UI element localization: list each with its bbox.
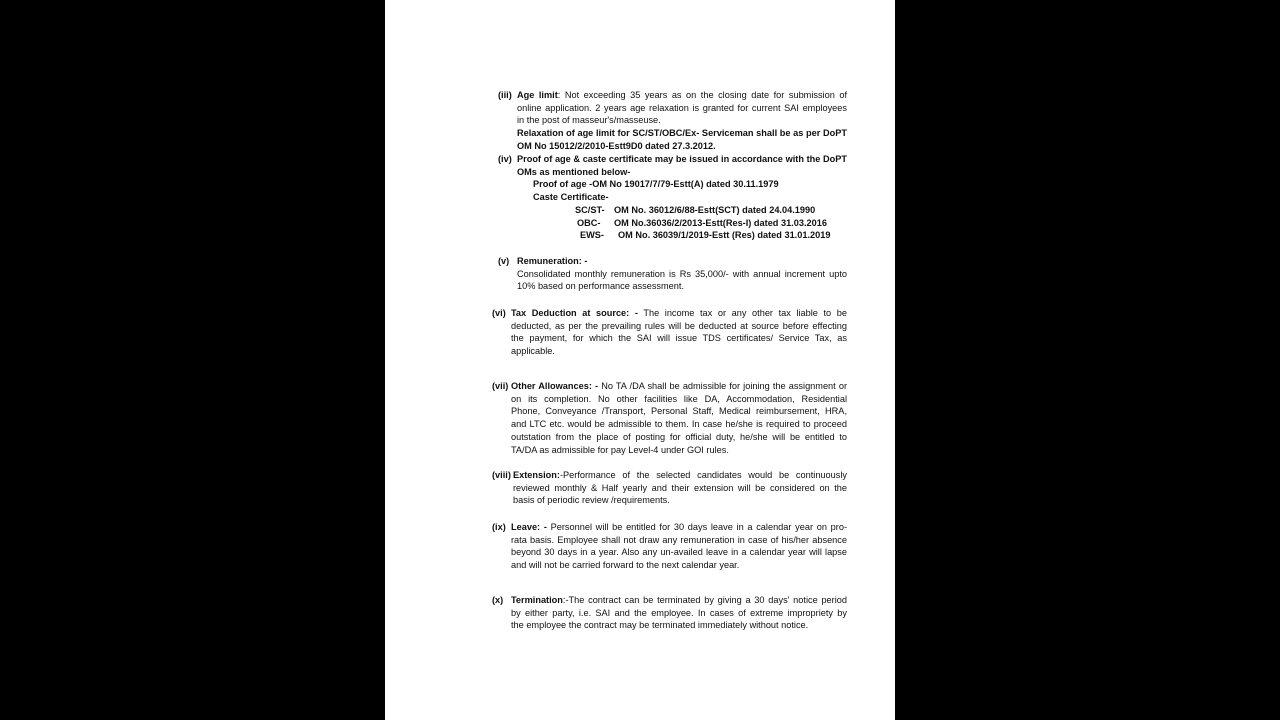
clause-label: (v) [498, 256, 510, 266]
clause-label: (ix) [492, 522, 506, 532]
caste-category: EWS- [580, 230, 604, 241]
clause-heading: Leave: - [511, 522, 547, 532]
clause-label: (iv) [498, 154, 512, 164]
clause-label: (vii) [492, 381, 509, 391]
caste-category: OBC- [577, 217, 601, 228]
clause-heading: Remuneration: - [517, 256, 588, 266]
caste-reference: OM No.36036/2/2013-Estt(Res-I) dated 31.03.2016 [614, 217, 827, 228]
clause-label: (viii) [492, 470, 511, 480]
clause-heading: Age limit [517, 90, 558, 100]
clause-heading: Other Allowances: - [511, 381, 599, 391]
caste-reference: OM No. 36012/6/88-Estt(SCT) dated 24.04.1990 [614, 204, 816, 215]
document-page [385, 0, 895, 720]
caste-certificate-heading: Caste Certificate- [533, 192, 609, 203]
clause-label: (iii) [498, 90, 512, 100]
clause-heading: Termination [511, 595, 563, 605]
clause-heading: Extension: [513, 470, 560, 480]
clause-heading: Tax Deduction at source: - [511, 308, 638, 318]
clause-label: (x) [492, 595, 504, 605]
caste-reference: OM No. 36039/1/2019-Estt (Res) dated 31.01.2019 [618, 230, 831, 241]
clause-label: (vi) [492, 308, 506, 318]
document-content: (iii) Age limit: Not exceeding 35 years as on the closing date for submission of online application. 2 years age relaxation is granted for current SAI employees in the post of masseur's/masseuse. Relaxation of age limit for SC/ST/OBC/Ex- Serviceman shall be as per DoPT OM No 15012/2/2010-Estt9D0 dated 27.3.2012. (iv) Proof of age & caste certificate may be issued in accordance with the DoPT OMs as mentioned below- Proof of age -OM No 19017/7/79-Estt(A) dated 30.11.1979 Caste Certificate- SC/ST- OM No. 36012/6/88-Estt(SCT) dated 24.04.1990 OBC- OM No.36036/2/2013-Estt(Res-I) dated 31.03.2016 EWS- OM No. 36039/1/2019-Estt (Res) dated 31.01.2019 (v) Remuneration: - Consolidated monthly remuneration is Rs 35,000/- with annual increment upto 10% based on performance assessment. (vi) Tax Deduction at source: - The income tax or any other tax liable to be deducted, as per the prevailing rules will be deducted at source before effecting the payment, for which the SAI will issue TDS certificates/ Service Tax, as applicable. (vii) Other Allowances: - No TA /DA shall be admissible for joining the assignment or on its completion. No other facilities like DA, Accommodation, Residential Phone, Conveyance /Transport, Personal Staff, Medical reimbursement, HRA, and LTC etc. would be admissible to them. In case he/she is required to proceed outstation from the place of posting for official duty, he/she will be entitled to TA/DA as admissible for pay Level-4 under GOI rules. (viii) Extension:-Performance of the selected candidates would be continuously reviewed monthly & Half yearly and their extension will be considered on the basis of periodic review /requirements. (ix) Leave: - Personnel will be entitled for 30 days leave in a calendar year on pro- rata basis. Employee shall not draw any remuneration in case of his/her absence beyond 30 days in a year. Also any un-availed leave in a calendar year will lapse and will not be carried forward to the next calendar year. (x) Termination:-The contract can be terminated by giving a 30 days' notice period by either party, i.e. SAI and the employee. In cases of extreme impropriety by the employee the contract may be terminated immediately without notice. [492, 90, 848, 631]
proof-of-age-reference: Proof of age -OM No 19017/7/79-Estt(A) dated 30.11.1979 [533, 179, 779, 190]
caste-category: SC/ST- [575, 204, 605, 215]
